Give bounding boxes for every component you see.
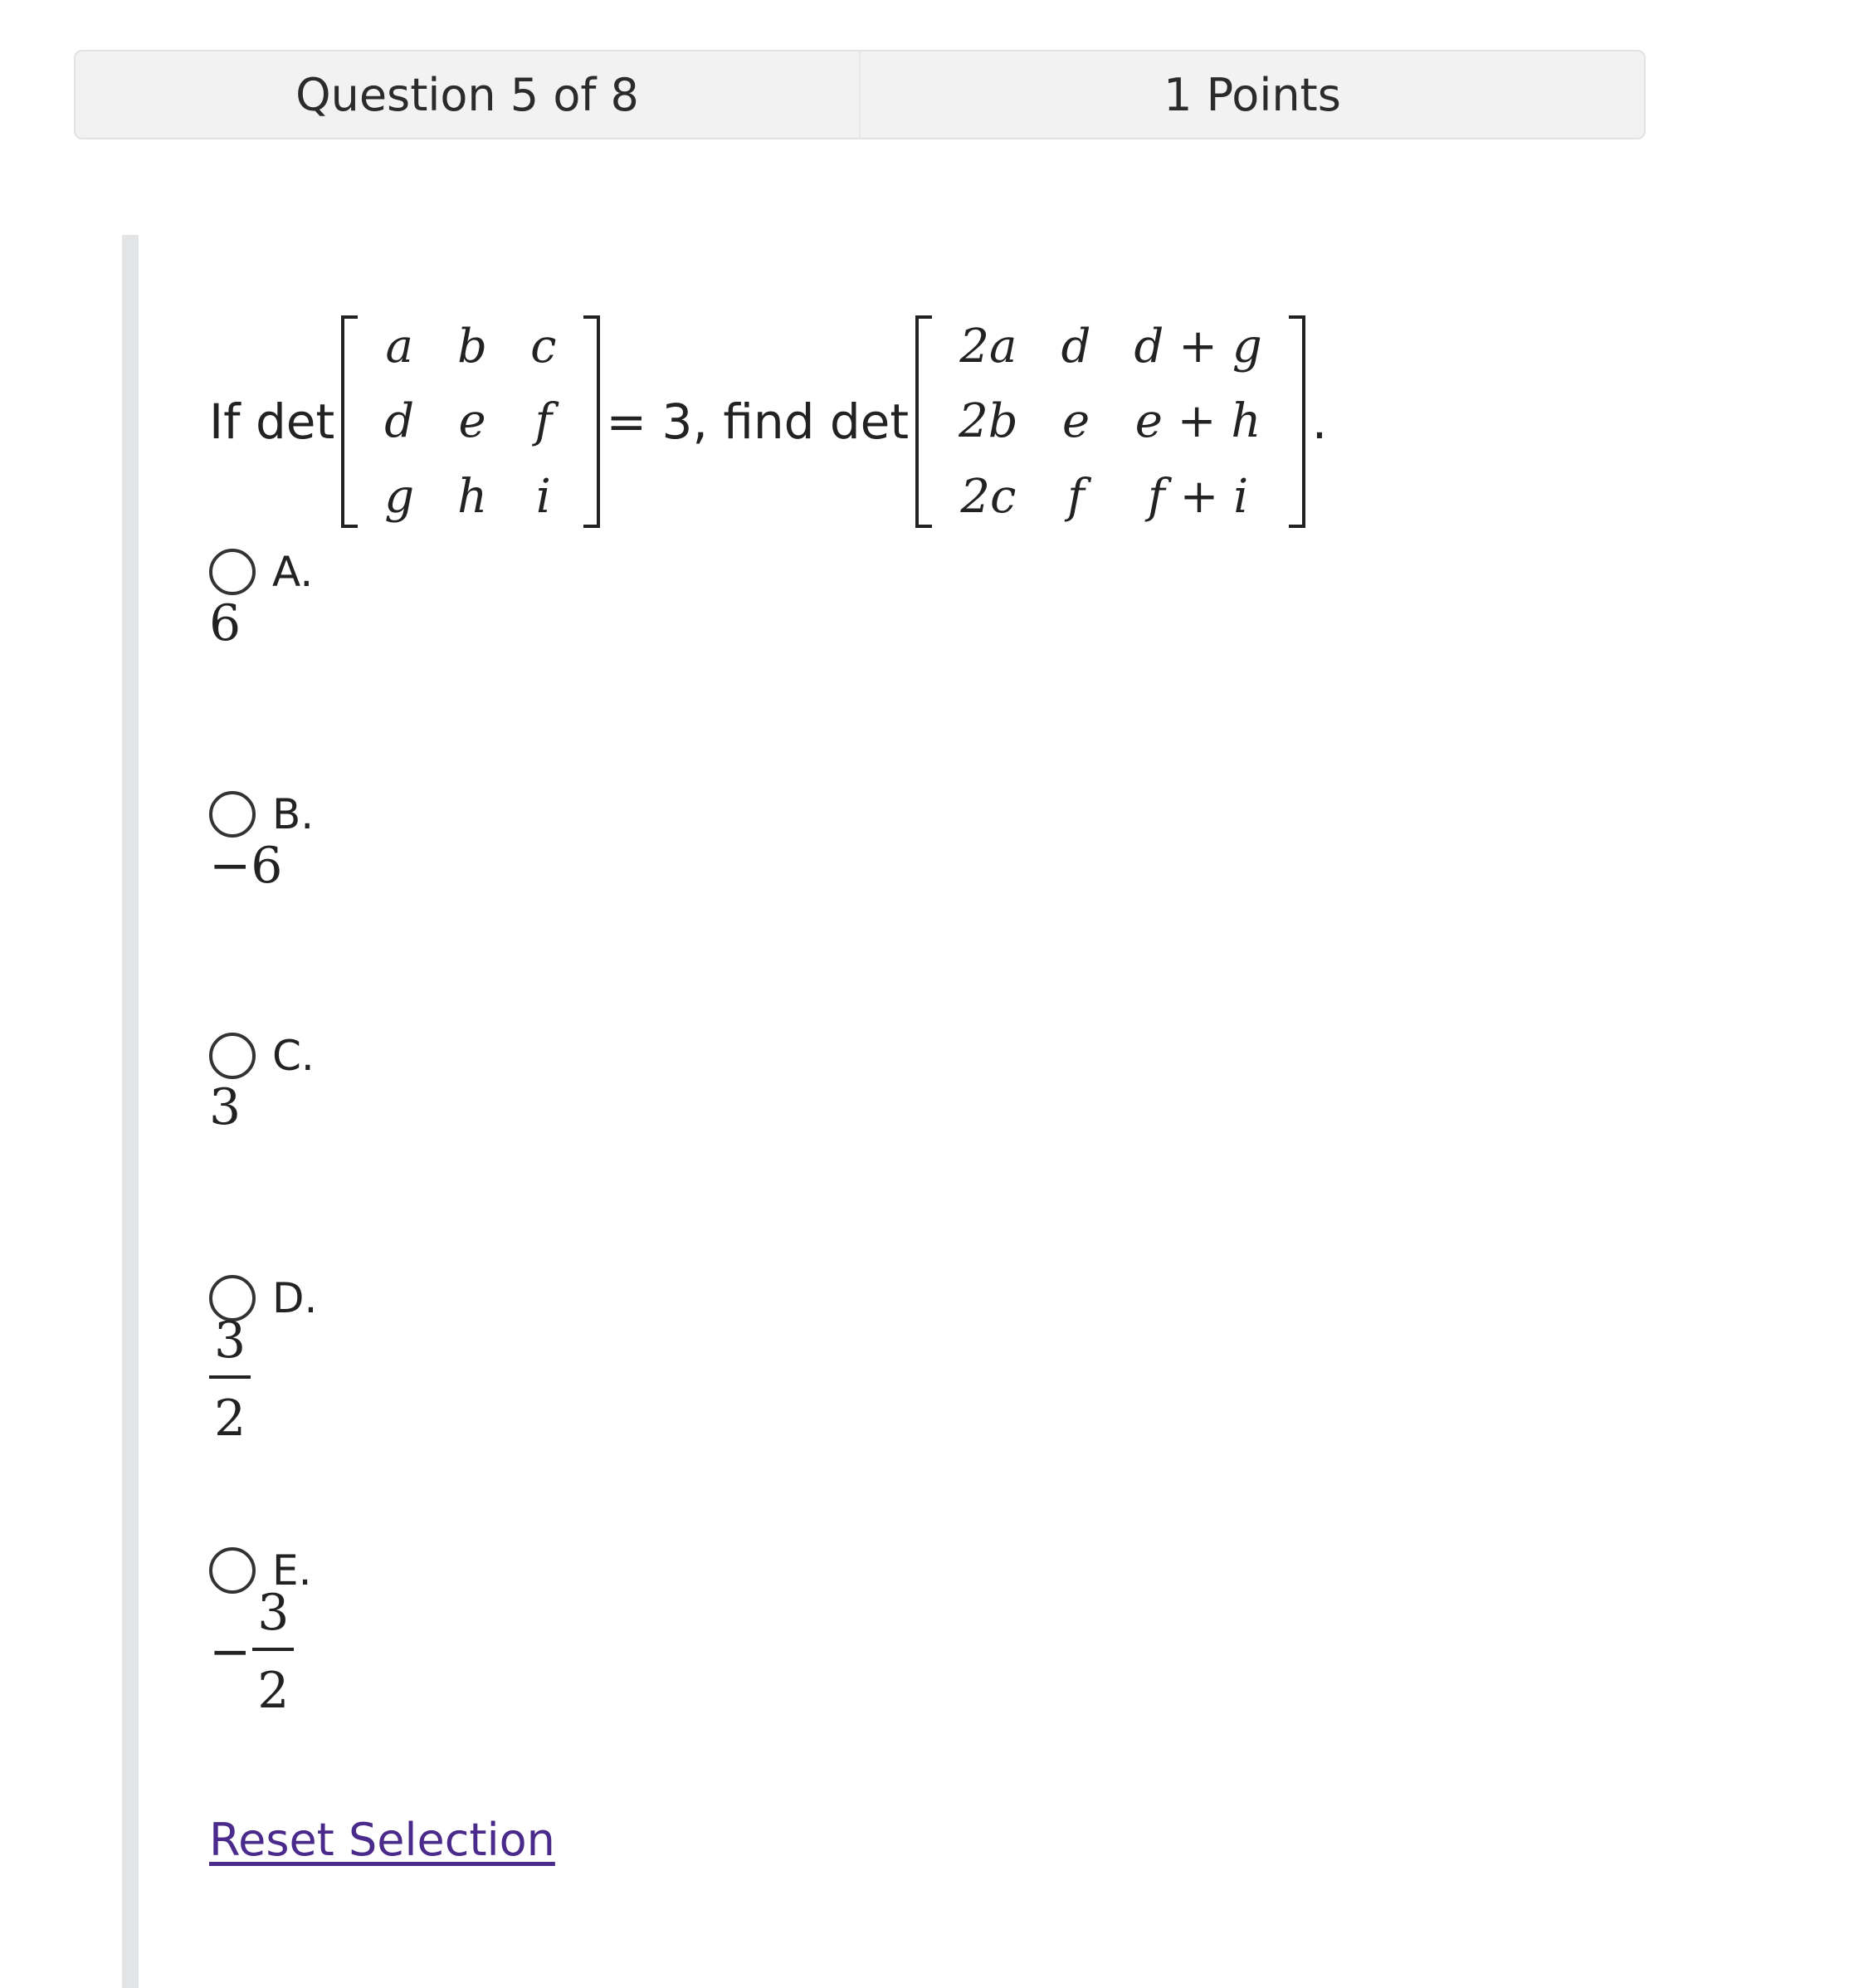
radio-button-e[interactable] [209,1547,256,1594]
matrix-b-cell: e [1061,394,1090,449]
matrix-a-cell: g [384,470,415,525]
matrix-a-left-bracket [341,315,358,528]
option-value: 3 [209,1078,241,1136]
option-fraction [209,1311,251,1448]
matrix-b-cell: f [1067,470,1085,525]
matrix-a-cell: c [530,319,557,374]
option-c[interactable] [209,1028,315,1136]
option-d[interactable] [209,1271,318,1448]
matrix-b-left-bracket [915,315,932,528]
fraction-sign: − [209,1623,251,1681]
radio-button-c[interactable] [209,1033,256,1079]
matrix-a-cell: b [457,319,488,374]
matrix-b-cell: 2a [959,319,1017,374]
matrix-b-cell: 2c [960,470,1017,525]
matrix-a-cell: h [457,470,488,525]
option-fraction [252,1584,294,1720]
option-negative-fraction [209,1584,312,1720]
matrix-b-cell: 2b [959,394,1018,449]
matrix-b-right-bracket [1289,315,1305,528]
option-letter: E. [272,1546,312,1595]
matrix-b-cell: d + g [1134,319,1262,374]
matrix-a [341,309,599,535]
option-value: 6 [209,594,241,652]
reset-selection-link[interactable]: Reset Selection [209,1814,555,1866]
fraction-denominator: 2 [214,1390,246,1448]
option-value: −6 [209,837,283,895]
question-left-border [122,235,139,1988]
fraction-denominator: 2 [257,1662,290,1720]
question-prompt [209,305,1327,538]
fraction-numerator: 3 [214,1311,246,1370]
matrix-a-right-bracket [583,315,600,528]
question-equals-text: = 3, find det [606,393,910,450]
fraction-numerator: 3 [257,1584,290,1642]
matrix-a-cell: f [534,394,553,449]
matrix-b [915,309,1305,535]
option-letter: A. [272,548,314,596]
radio-button-b[interactable] [209,791,256,838]
matrix-a-cell: i [535,470,551,525]
matrix-b-cell: f + i [1147,470,1249,525]
question-points: 1 Points [1164,68,1341,121]
matrix-a-cell: e [458,394,486,449]
option-letter: C. [272,1032,315,1080]
radio-button-a[interactable] [209,549,256,595]
option-a[interactable] [209,545,313,652]
matrix-a-cell: a [385,319,413,374]
matrix-b-cell: e + h [1134,394,1261,449]
question-prefix: If det [209,393,335,450]
question-header [74,50,1646,139]
option-b[interactable] [209,787,314,895]
option-e[interactable] [209,1543,312,1720]
question-suffix: . [1311,393,1328,450]
matrix-b-cell: d [1061,319,1091,374]
option-letter: D. [272,1274,318,1322]
option-letter: B. [272,790,315,838]
matrix-a-cell: d [384,394,415,449]
question-number: Question 5 of 8 [76,51,861,138]
